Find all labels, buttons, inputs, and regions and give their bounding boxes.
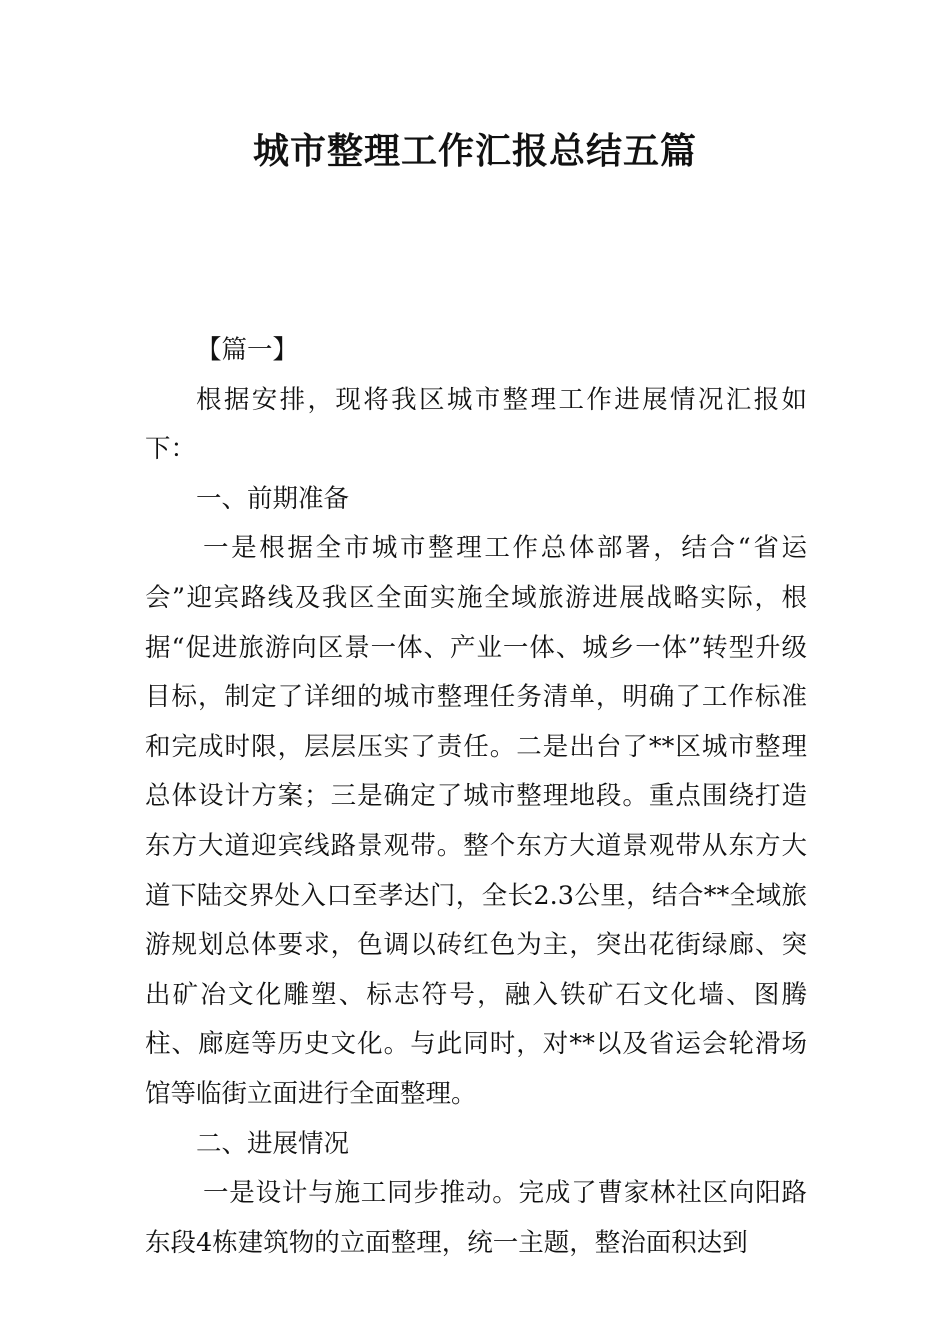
paragraph-progress: 一是设计与施工同步推动。完成了曹家林社区向阳路东段4栋建筑物的立面整理，统一主题，整治面积达到 xyxy=(145,1178,807,1258)
section-heading-preparation: 一、前期准备 xyxy=(196,483,350,514)
document-title: 城市整理工作汇报总结五篇 xyxy=(252,131,697,172)
paragraph-preparation: 一是根据全市城市整理工作总体部署，结合“省运会”迎宾路线及我区全面实施全域旅游进展战略实际，根据“促进旅游向区景一体、产业一体、城乡一体”转型升级目标，制定了详细的城市整理任务清单，明确了工作标准和完成时限，层层压实了责任。二是出台了**区城市整理总体设计方案；三是确定了城市整理地段。重点围绕打造东方大道迎宾线路景观带。整个东方大道景观带从东方大道下陆交界处入口至孝达门，全长2.3公里，结合**全域旅游规划总体要求，色调以砖红色为主，突出花街绿廊、突出矿冶文化雕塑、标志符号，融入铁矿石文化墙、图腾柱、廊庭等历史文化。与此同时，对**以及省运会轮滑场馆等临街立面进行全面整理。 xyxy=(145,533,807,1109)
section-heading-progress: 二、进展情况 xyxy=(196,1128,350,1159)
intro-paragraph: 根据安排，现将我区城市整理工作进展情况汇报如下： xyxy=(145,384,807,465)
document-body xyxy=(145,326,807,1268)
part-label: 【篇一】 xyxy=(196,335,299,365)
